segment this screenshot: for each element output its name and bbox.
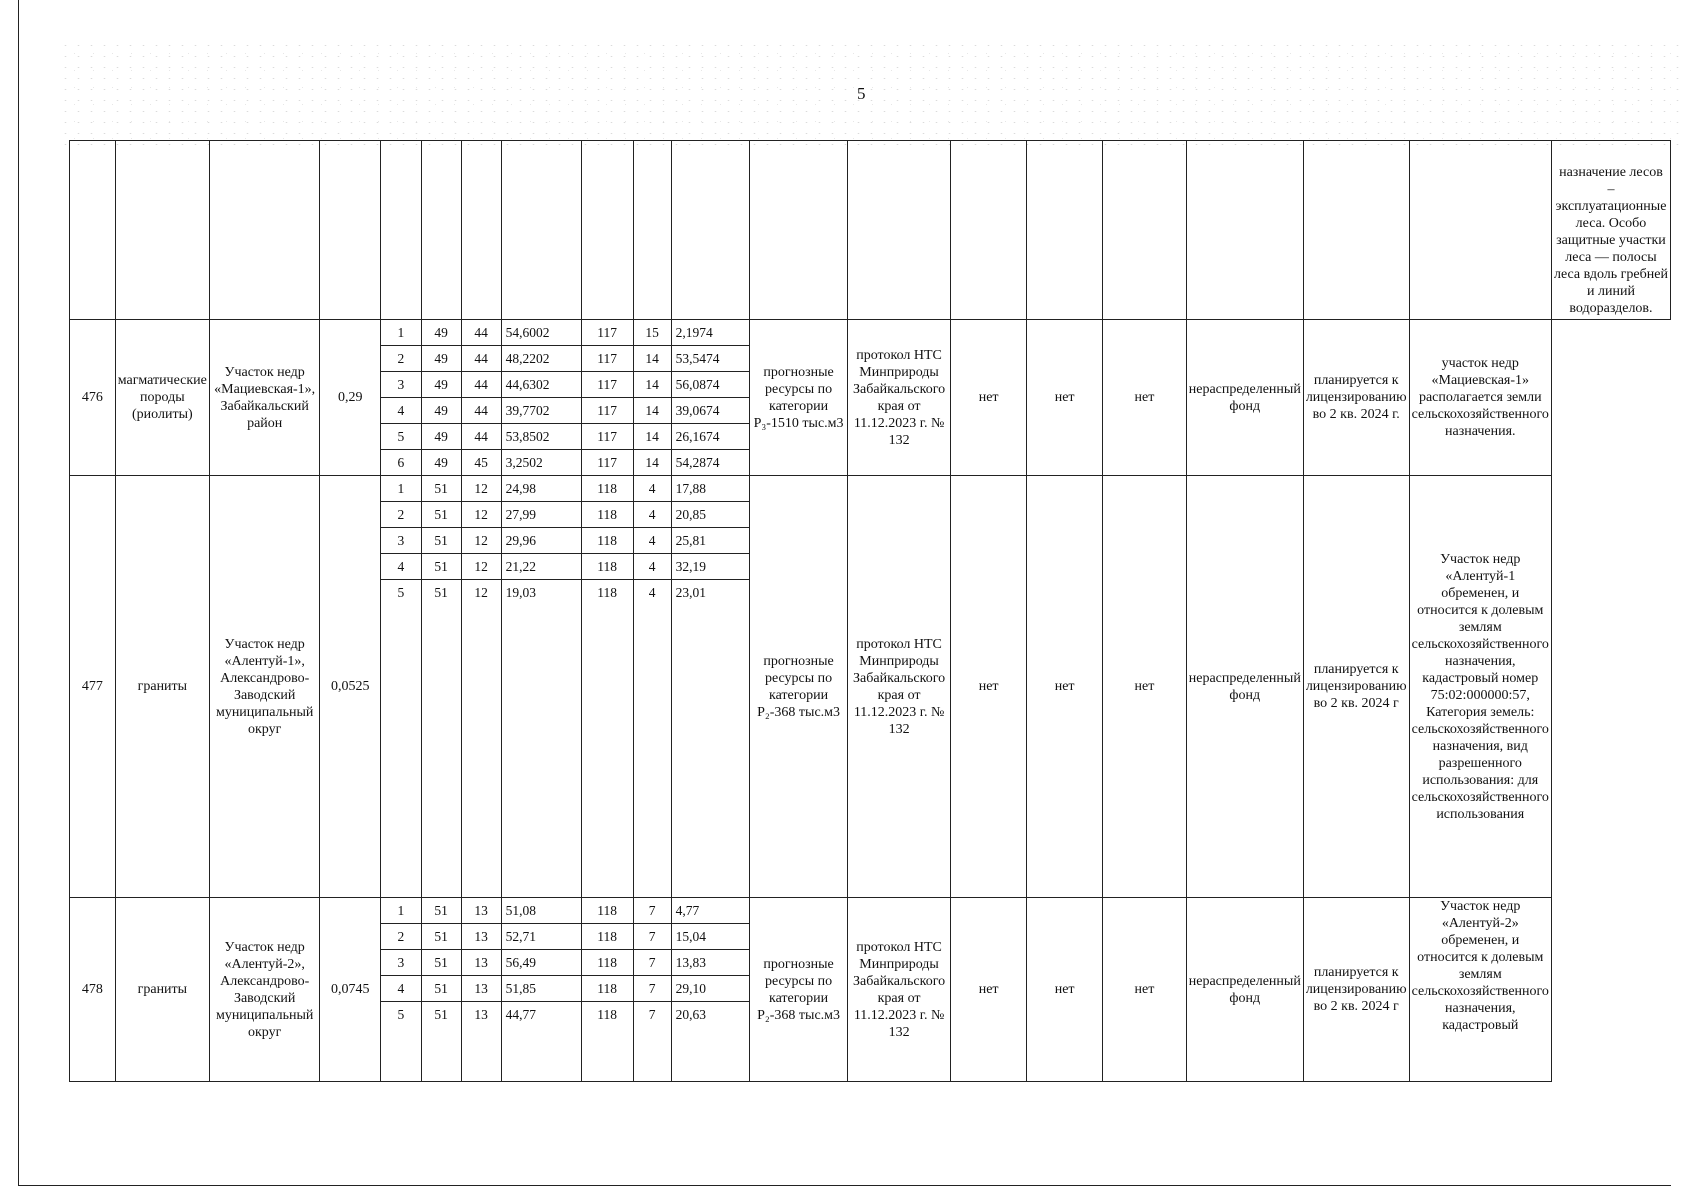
flag-2: нет <box>1027 476 1103 898</box>
continuation-row <box>70 141 1671 320</box>
coords-cell <box>381 320 750 476</box>
protocol: протокол НТС Минприроды Забайкальского края от 11.12.2023 г. № 132 <box>848 898 951 1082</box>
coord-value: 7 <box>633 1002 671 1028</box>
coord-value: 13 <box>461 950 501 976</box>
coord-row <box>381 398 749 424</box>
protocol: протокол НТС Минприроды Забайкальского края от 11.12.2023 г. № 132 <box>848 320 951 476</box>
coord-value: 117 <box>581 346 633 372</box>
coord-value: 4 <box>633 528 671 554</box>
coord-value: 29,96 <box>501 528 581 554</box>
coord-value: 13 <box>461 1002 501 1028</box>
coord-value: 5 <box>397 584 405 600</box>
coord-value: 2,1974 <box>671 320 749 346</box>
coord-value: 20,63 <box>671 1002 749 1028</box>
coord-value: 3 <box>381 950 421 976</box>
coord-value: 21,22 <box>501 554 581 580</box>
coord-value: 4 <box>381 398 421 424</box>
coords-subtable <box>381 476 749 897</box>
coord-row <box>381 502 749 528</box>
row-number: 478 <box>70 898 116 1082</box>
table-row <box>70 476 1671 898</box>
coord-value: 4 <box>633 554 671 580</box>
coords-subtable <box>381 320 749 475</box>
rock-type: граниты <box>115 476 209 898</box>
coord-value: 45 <box>461 450 501 476</box>
site-name: Участок недр «Алентуй-2», Александрово-Заводский муниципальный округ <box>209 898 320 1082</box>
resources: прогнозные ресурсы по категории Р₂-368 тыс.м3 <box>750 476 848 898</box>
coord-value: 13,83 <box>671 950 749 976</box>
coord-value: 4 <box>633 502 671 528</box>
coord-value: 7 <box>633 976 671 1002</box>
coord-value: 118 <box>581 950 633 976</box>
coord-value: 12 <box>461 580 501 606</box>
coords-subtable <box>381 141 749 319</box>
coord-value: 117 <box>581 424 633 450</box>
coord-value: 44 <box>461 372 501 398</box>
coord-value: 51 <box>421 476 461 502</box>
coord-row <box>381 976 749 1002</box>
area-value: 0,29 <box>320 320 381 476</box>
flag-2: нет <box>1027 320 1103 476</box>
coord-value: 39,0674 <box>671 398 749 424</box>
protocol: протокол НТС Минприроды Забайкальского края от 11.12.2023 г. № 132 <box>848 476 951 898</box>
coord-value: 118 <box>581 502 633 528</box>
coord-value: 44,77 <box>501 1002 581 1028</box>
note-cell: участок недр «Мациевская-1» располагается земли сельскохозяйственного назначения. <box>1409 320 1551 476</box>
coord-value: 4 <box>381 554 421 580</box>
page-number: 5 <box>857 84 866 103</box>
coord-value: 118 <box>581 528 633 554</box>
coord-value: 49 <box>421 372 461 398</box>
coord-value: 25,81 <box>671 528 749 554</box>
resources: прогнозные ресурсы по категории Р₂-368 тыс.м3 <box>750 898 848 1082</box>
area-value: 0,0745 <box>320 898 381 1082</box>
flag-3: нет <box>1103 476 1187 898</box>
coord-value: 49 <box>421 424 461 450</box>
coord-value: 44 <box>461 346 501 372</box>
coord-value: 117 <box>581 398 633 424</box>
coord-value: 29,10 <box>671 976 749 1002</box>
coord-row <box>381 924 749 950</box>
coord-value: 14 <box>633 372 671 398</box>
site-name: Участок недр «Алентуй-1», Александрово-Заводский муниципальный округ <box>209 476 320 898</box>
resources: прогнозные ресурсы по категории Р₃-1510 тыс.м3 <box>750 320 848 476</box>
coord-row <box>381 320 749 346</box>
coord-value: 1 <box>381 320 421 346</box>
area-value: 0,0525 <box>320 476 381 898</box>
coord-value: 4 <box>381 976 421 1002</box>
table-row <box>70 320 1671 476</box>
coord-row <box>381 580 749 606</box>
rock-type: магматические породы (риолиты) <box>115 320 209 476</box>
coord-value: 51,85 <box>501 976 581 1002</box>
coord-row <box>381 898 749 924</box>
coord-value: 51,08 <box>501 898 581 924</box>
coord-value: 27,99 <box>501 502 581 528</box>
coord-value: 12 <box>461 476 501 502</box>
coord-value: 23,01 <box>671 580 749 606</box>
coord-row <box>381 554 749 580</box>
coord-value: 118 <box>581 924 633 950</box>
table-row <box>70 898 1671 1082</box>
coord-value: 118 <box>581 554 633 580</box>
licensing-plan: планируется к лицензированию во 2 кв. 2024 г <box>1303 898 1409 1082</box>
coord-value: 49 <box>421 398 461 424</box>
coord-value: 4,77 <box>671 898 749 924</box>
coord-value: 5 <box>397 1006 405 1022</box>
coords-cell <box>381 898 750 1082</box>
coord-value: 15,04 <box>671 924 749 950</box>
coord-row <box>381 346 749 372</box>
flag-1: нет <box>951 898 1027 1082</box>
coord-value: 13 <box>461 898 501 924</box>
coord-value: 117 <box>581 450 633 476</box>
coord-value: 56,0874 <box>671 372 749 398</box>
coord-value: 53,5474 <box>671 346 749 372</box>
coord-value: 117 <box>581 372 633 398</box>
coord-row <box>381 450 749 476</box>
row-number: 476 <box>70 320 116 476</box>
licensing-plan: планируется к лицензированию во 2 кв. 2024 г <box>1303 476 1409 898</box>
coord-value: 6 <box>397 454 405 470</box>
coord-value: 44 <box>461 424 501 450</box>
note-cell: Участок недр «Алентуй-2» обременен, и относится к долевым землям сельскохозяйственного назначения, кадастровый <box>1409 898 1551 1082</box>
coords-subtable <box>381 898 749 1081</box>
coord-value: 117 <box>581 320 633 346</box>
coord-value: 51 <box>421 924 461 950</box>
coord-value: 118 <box>581 898 633 924</box>
fund-status: нераспределенный фонд <box>1186 320 1303 476</box>
coord-value: 51 <box>421 1002 461 1028</box>
rock-type: граниты <box>115 898 209 1082</box>
coord-value: 2 <box>381 924 421 950</box>
coords-cell <box>381 476 750 898</box>
note-cell: назначение лесов – эксплуатационные леса. Особо защитные участки леса — полосы леса вдоль гребней и линий водоразделов. <box>1551 141 1670 320</box>
coord-value: 51 <box>421 976 461 1002</box>
coord-value: 3,2502 <box>501 450 581 476</box>
coord-value: 51 <box>421 528 461 554</box>
coord-value: 7 <box>633 898 671 924</box>
coord-row <box>381 372 749 398</box>
coord-value: 51 <box>421 580 461 606</box>
coord-value: 44 <box>461 320 501 346</box>
coord-value: 7 <box>633 950 671 976</box>
coord-value: 14 <box>633 398 671 424</box>
document-page <box>18 0 1671 1186</box>
fund-status: нераспределенный фонд <box>1186 476 1303 898</box>
coord-value: 24,98 <box>501 476 581 502</box>
coord-value: 48,2202 <box>501 346 581 372</box>
coord-value: 26,1674 <box>671 424 749 450</box>
scan-noise <box>59 40 1679 150</box>
flag-3: нет <box>1103 320 1187 476</box>
coord-value: 2 <box>381 502 421 528</box>
coord-value: 52,71 <box>501 924 581 950</box>
coord-value: 44 <box>461 398 501 424</box>
coord-value: 56,49 <box>501 950 581 976</box>
flag-2: нет <box>1027 898 1103 1082</box>
coord-value: 1 <box>381 476 421 502</box>
coord-value: 118 <box>581 476 633 502</box>
coord-value: 15 <box>633 320 671 346</box>
coord-value: 14 <box>633 424 671 450</box>
coord-value: 51 <box>421 898 461 924</box>
flag-3: нет <box>1103 898 1187 1082</box>
coord-value: 51 <box>421 950 461 976</box>
coord-value: 49 <box>421 320 461 346</box>
coord-value: 32,19 <box>671 554 749 580</box>
coord-row <box>381 528 749 554</box>
coord-row <box>381 424 749 450</box>
coord-value: 53,8502 <box>501 424 581 450</box>
site-name: Участок недр «Мациевская-1», Забайкальский район <box>209 320 320 476</box>
coord-value: 17,88 <box>671 476 749 502</box>
coord-value: 13 <box>461 976 501 1002</box>
note-cell: Участок недр «Алентуй-1 обременен, и относится к долевым землям сельскохозяйственного назначения, кадастровый номер 75:02:000000:57, Категория земель: сельскохозяйственного назначения, вид разрешенного использования: для сельскохозяйственного использования <box>1409 476 1551 898</box>
coord-value: 54,2874 <box>671 450 749 476</box>
coord-row <box>381 950 749 976</box>
coord-value: 44,6302 <box>501 372 581 398</box>
coord-value: 49 <box>421 346 461 372</box>
coord-row <box>381 476 749 502</box>
coord-value: 19,03 <box>501 580 581 606</box>
coord-value: 7 <box>633 924 671 950</box>
coord-value: 118 <box>581 1002 633 1028</box>
coord-value: 54,6002 <box>501 320 581 346</box>
fund-status: нераспределенный фонд <box>1186 898 1303 1082</box>
coord-row <box>381 1002 749 1028</box>
coord-value: 12 <box>461 554 501 580</box>
coord-value: 3 <box>381 528 421 554</box>
coord-value: 14 <box>633 346 671 372</box>
coord-value: 12 <box>461 528 501 554</box>
coord-value: 118 <box>581 580 633 606</box>
coord-value: 51 <box>421 502 461 528</box>
coord-value: 49 <box>421 450 461 476</box>
flag-1: нет <box>951 476 1027 898</box>
coord-value: 13 <box>461 924 501 950</box>
coord-value: 14 <box>633 450 671 476</box>
coord-value: 2 <box>381 346 421 372</box>
coord-value: 4 <box>633 580 671 606</box>
flag-1: нет <box>951 320 1027 476</box>
coord-value: 118 <box>581 976 633 1002</box>
licensing-plan: планируется к лицензированию во 2 кв. 2024 г. <box>1303 320 1409 476</box>
coord-value: 12 <box>461 502 501 528</box>
coord-value: 39,7702 <box>501 398 581 424</box>
coord-value: 4 <box>633 476 671 502</box>
coord-value: 3 <box>381 372 421 398</box>
coord-value: 51 <box>421 554 461 580</box>
register-table <box>69 140 1671 1082</box>
coord-value: 5 <box>381 424 421 450</box>
coord-value: 20,85 <box>671 502 749 528</box>
row-number: 477 <box>70 476 116 898</box>
coord-value: 1 <box>381 898 421 924</box>
coords-cell <box>381 141 750 320</box>
